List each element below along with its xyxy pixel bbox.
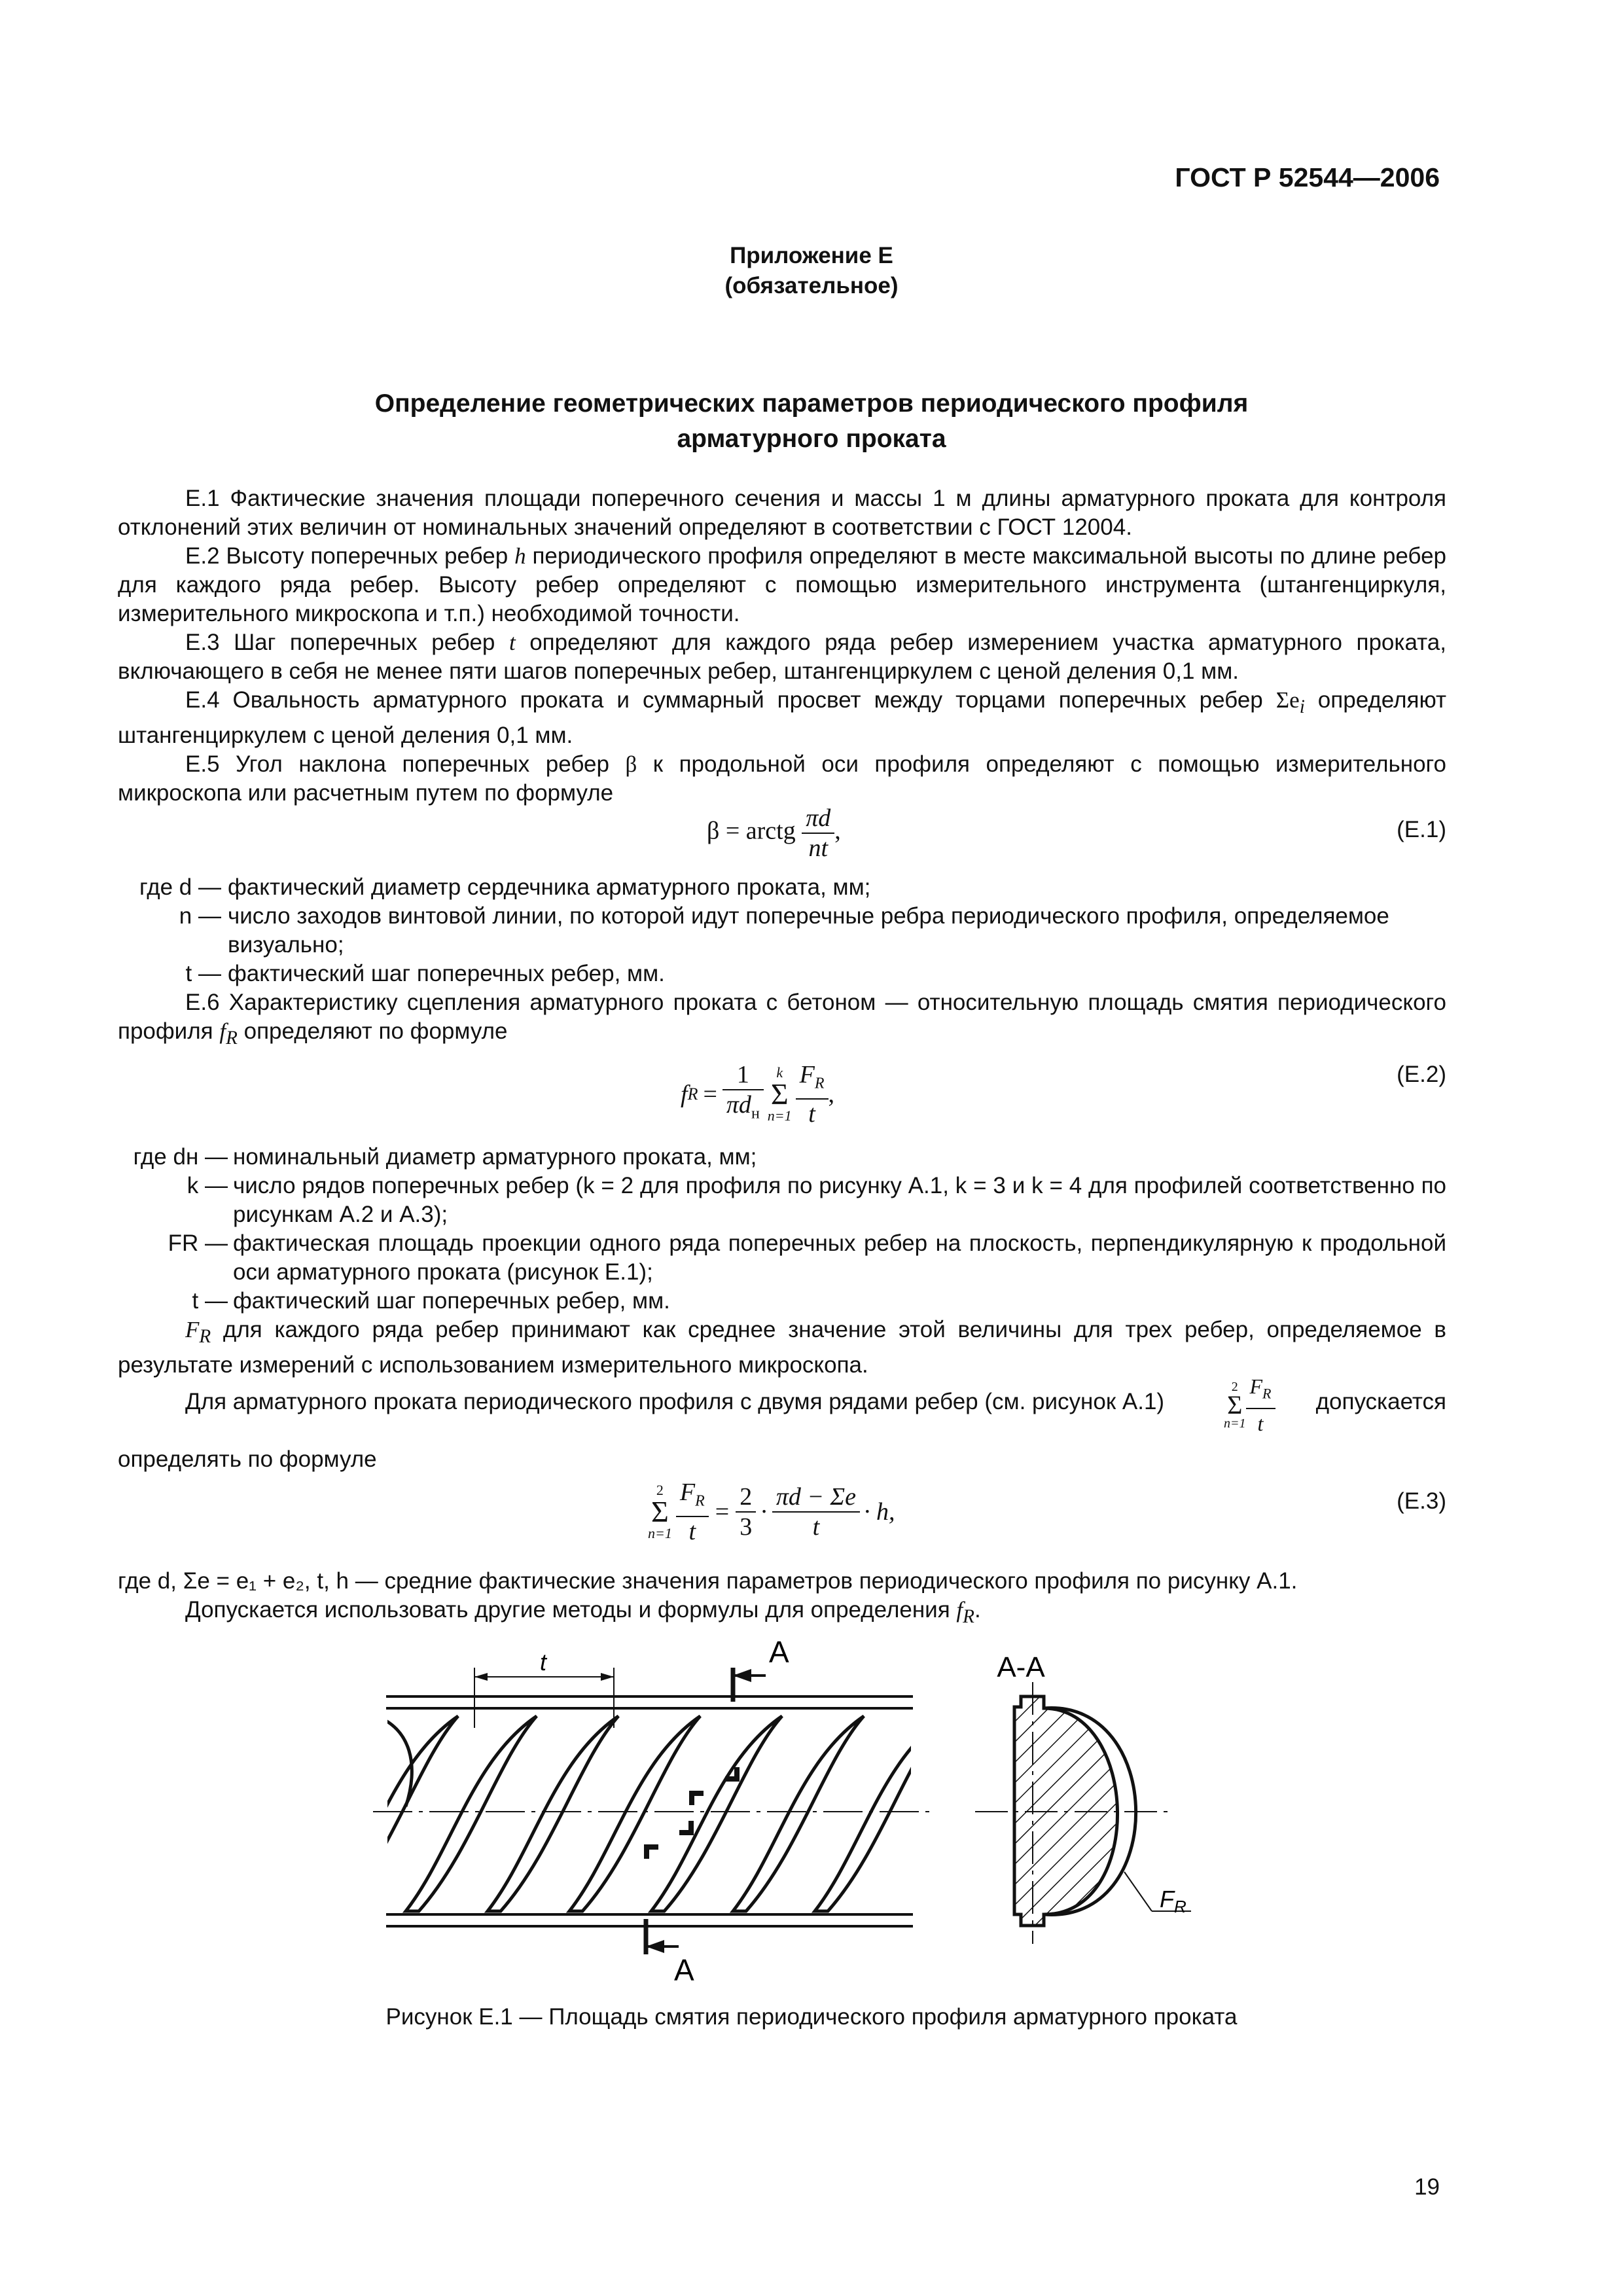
pitch-label: t bbox=[539, 1649, 547, 1676]
rebar-ribs bbox=[366, 1715, 946, 1911]
clause-two-rows-cont: определять по формуле bbox=[118, 1446, 377, 1472]
body-text-1 bbox=[118, 484, 1446, 808]
clause-other-methods: Допускается использовать другие методы и формулы для определения $f_R$. bbox=[185, 1597, 981, 1627]
rebar-side-view bbox=[366, 1636, 946, 1987]
standard-number: ГОСТ Р 52544—2006 bbox=[1175, 162, 1440, 192]
formula-e3: 2 Σ n=1 $\frac{F_R}{t}$ = $\frac{2}{3}$ · $\frac{\pi d - \Sigma e}{t}$ · h, bbox=[648, 1479, 895, 1545]
clause-fr-average: $F_R$ для каждого ряда ребер принимают как среднее значение этой величины для трех ребер, определяемое в результате измерений с использованием измерительного микроскопа. bbox=[118, 1317, 1446, 1378]
where-list-1 bbox=[118, 873, 1446, 1052]
section-mark-bottom: А bbox=[674, 1953, 694, 1987]
inline-sum-formula: 2 Σ n=1 $\frac{F_R}{t}$ bbox=[1224, 1372, 1275, 1438]
figure-caption: Рисунок Е.1 — Площадь смятия периодического профиля арматурного проката bbox=[385, 2004, 1238, 2030]
clause-e1: Е.1 Фактические значения площади поперечного сечения и массы 1 м длины арматурного проката для контроля отклонений этих величин от номинальных значений определяют в соответствии с ГОСТ 12004. bbox=[118, 486, 1446, 540]
appendix-status: (обязательное) bbox=[724, 273, 899, 298]
area-label: $F_R$ bbox=[1160, 1886, 1186, 1916]
section-a-a bbox=[975, 1651, 1191, 1944]
formula-e3-row bbox=[118, 1478, 1446, 1556]
title-line-2: арматурного проката bbox=[677, 425, 946, 453]
where-list-3 bbox=[118, 1567, 1446, 1631]
where-item-k: k — число рядов поперечных ребер (k = 2 для профиля по рисунку А.1, k = 3 и k = 4 для профилей соответственно по рисункам А.2 и А.3); bbox=[187, 1173, 1446, 1227]
clause-e4: Е.4 Овальность арматурного проката и суммарный просвет между торцами поперечных ребер $\Sigma e_i$ определяют штангенциркулем с ценой деления 0,1 мм. bbox=[118, 687, 1447, 748]
section-title: А-А bbox=[997, 1651, 1045, 1683]
equation-number-e3: (Е.3) bbox=[1397, 1488, 1446, 1514]
where-e3-params: где d, Σe = e₁ + e₂, t, h — средние фактические значения параметров периодического профиля по рисунку А.1. bbox=[118, 1568, 1298, 1594]
where-item-dn: где dн — номинальный диаметр арматурного проката, мм; bbox=[133, 1144, 757, 1170]
where-item-t: t — фактический шаг поперечных ребер, мм. bbox=[185, 961, 665, 986]
clause-two-rows: Для арматурного проката периодического профиля с двумя рядами ребер (см. рисунок А.1) 2 Σ n=1 $\frac{F_R}{t}$ допускается bbox=[118, 1372, 1446, 1431]
where-item-n: n — число заходов винтовой линии, по которой идут поперечные ребра периодического профиля, определяемое визуально; bbox=[179, 903, 1389, 958]
equation-number-e2: (Е.2) bbox=[1397, 1062, 1446, 1087]
clause-e5: Е.5 Угол наклона поперечных ребер β к продольной оси профиля определяют с помощью измерительного микроскопа или расчетным путем по формуле bbox=[118, 751, 1446, 806]
page-number: 19 bbox=[1414, 2174, 1440, 2200]
where-item-d: где d — фактический диаметр сердечника арматурного проката, мм; bbox=[139, 874, 871, 900]
where-item-t2: t — фактический шаг поперечных ребер, мм. bbox=[192, 1288, 670, 1314]
appendix-heading bbox=[0, 241, 1623, 301]
formula-e1: β = arctg $\frac{\pi d}{nt}$ , bbox=[707, 804, 841, 862]
clause-e6: Е.6 Характеристику сцепления арматурного проката с бетоном — относительную площадь смятия периодического профиля $f_R$ определяют по формуле bbox=[118, 990, 1446, 1049]
section-mark-top: А bbox=[769, 1636, 789, 1669]
where-item-fr: FR — фактическая площадь проекции одного ряда поперечных ребер на плоскость, перпендикулярную к продольной оси арматурного проката (рисунок Е.1); bbox=[168, 1230, 1446, 1285]
section-title bbox=[0, 386, 1623, 457]
title-line-1: Определение геометрических параметров периодического профиля bbox=[374, 389, 1249, 418]
clause-e2: Е.2 Высоту поперечных ребер h периодического профиля определяют в месте максимальной высоты по длине ребер для каждого ряда ребер. Высоту ребер определяют с помощью измерительного инструмента (штангенциркуля, измерительного микроскопа и т.п.) необходимой точности. bbox=[118, 543, 1446, 626]
appendix-label: Приложение Е bbox=[730, 243, 893, 268]
figure-e1 bbox=[366, 1636, 1270, 1990]
equation-number-e1: (Е.1) bbox=[1397, 817, 1446, 842]
formula-e2-row bbox=[118, 1060, 1446, 1132]
clause-e3: Е.3 Шаг поперечных ребер t определяют для каждого ряда ребер измерением участка арматурного проката, включающего в себя не менее пяти шагов поперечных ребер, штангенциркулем с ценой деления 0,1 мм. bbox=[118, 630, 1446, 684]
where-list-2 bbox=[118, 1143, 1446, 1380]
formula-e2: f R = $\frac{1}{\pi d_н}$ k Σ n=1 $\frac{F_R}{t}$ , bbox=[681, 1061, 835, 1128]
formula-e1-row bbox=[118, 804, 1446, 863]
